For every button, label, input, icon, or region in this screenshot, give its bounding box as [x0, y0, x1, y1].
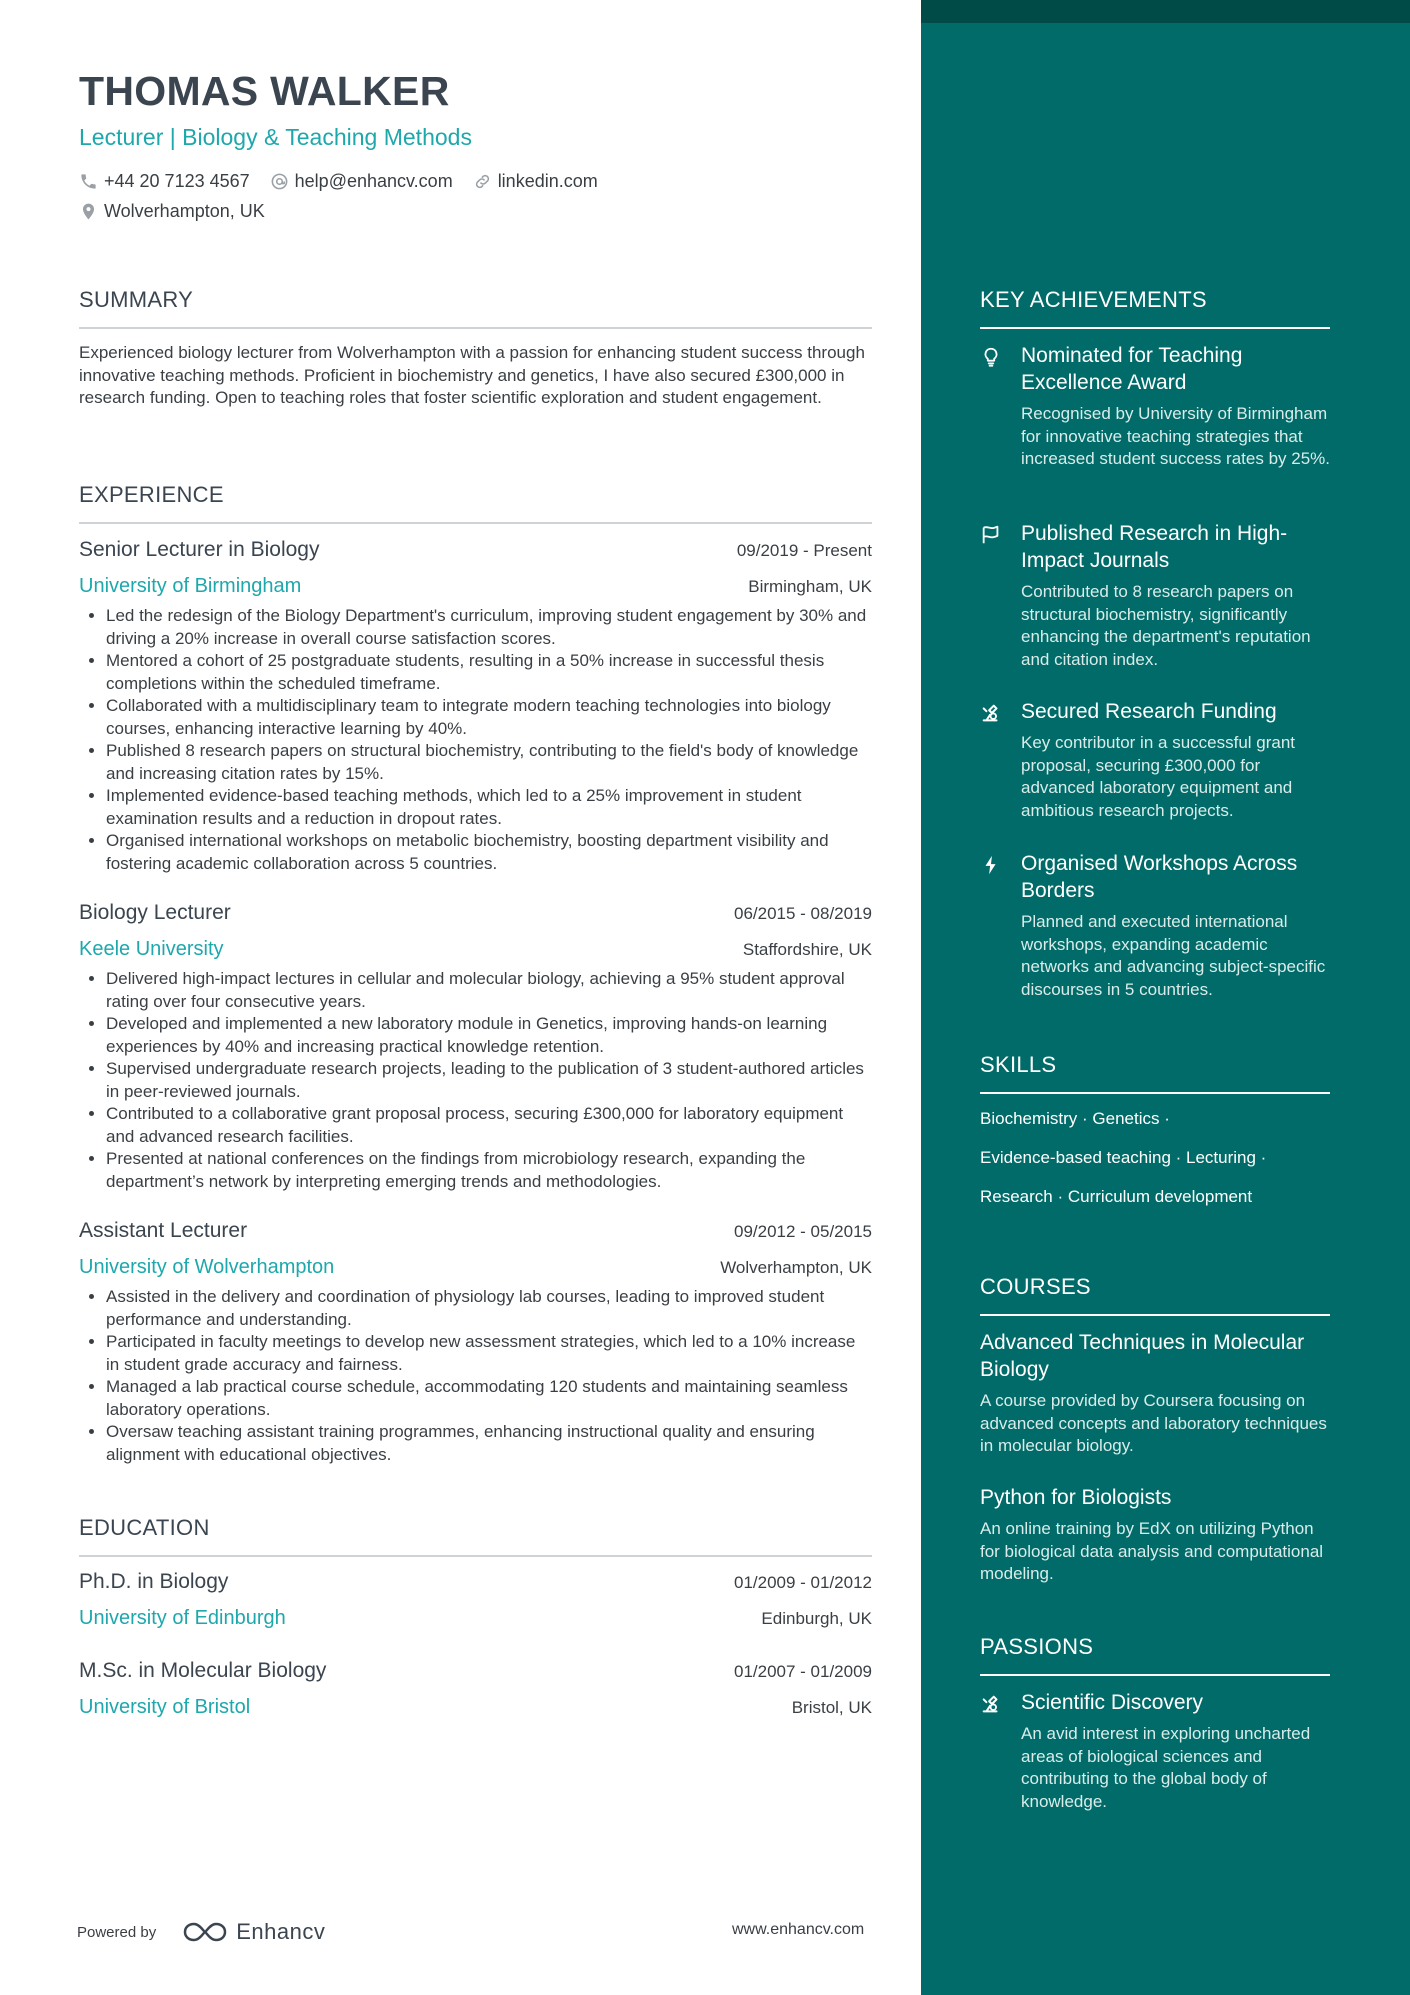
candidate-title: Lecturer | Biology & Teaching Methods	[79, 124, 472, 150]
skills-line: Research · Curriculum development	[980, 1187, 1253, 1206]
linkedin-text[interactable]: linkedin.com	[497, 171, 598, 191]
at-icon	[270, 172, 289, 191]
education-organization: University of Bristol	[79, 1696, 251, 1718]
job-location: Birmingham, UK	[748, 577, 872, 596]
powered-by-label: Powered by	[77, 1923, 157, 1941]
job-organization: University of Wolverhampton	[79, 1256, 335, 1278]
job-dates: 06/2015 - 08/2019	[733, 904, 872, 923]
location-contact	[79, 201, 265, 222]
job-bullet: • Participated in faculty meetings to develop new assessment strategies, which led to a 10% increase in student grade accuracy and fairness.	[106, 1331, 872, 1376]
skills-line: Biochemistry · Genetics ·	[980, 1109, 1170, 1128]
achievement-description: Contributed to 8 research papers on structural biochemistry, significantly enhancing the department's reputation and citation index.	[1021, 582, 1311, 669]
location-row	[79, 201, 285, 222]
phone-icon	[79, 172, 98, 191]
job-role: Assistant Lecturer	[79, 1219, 248, 1242]
summary-heading: SUMMARY	[79, 287, 872, 329]
achievement-title: Published Research in High-Impact Journals	[1021, 522, 1288, 572]
job-bullet: • Presented at national conferences on the findings from microbiology research, expanding the department’s network by interpreting emerging trends and methodologies.	[106, 1148, 872, 1193]
achievement-title: Organised Workshops Across Borders	[1021, 852, 1298, 902]
job-role: Biology Lecturer	[79, 901, 231, 924]
passion-description: An avid interest in exploring uncharted areas of biological sciences and contributing to the global body of knowledge.	[1021, 1724, 1311, 1811]
course-item	[980, 1484, 1330, 1586]
lightbulb-icon	[980, 346, 1002, 368]
degree: M.Sc. in Molecular Biology	[79, 1659, 327, 1682]
job-bullet: • Contributed to a collaborative grant proposal process, securing £300,000 for laboratory equipment and advanced research facilities.	[106, 1103, 872, 1148]
achievement-item	[980, 342, 1330, 471]
job-dates: 09/2012 - 05/2015	[733, 1222, 872, 1241]
degree: Ph.D. in Biology	[79, 1570, 229, 1593]
job-bullets	[79, 1286, 872, 1466]
education-dates: 01/2007 - 01/2009	[733, 1662, 872, 1681]
job-bullet: • Supervised undergraduate research projects, leading to the publication of 3 student-authored articles in peer-reviewed journals.	[106, 1058, 872, 1103]
brand-logo[interactable]	[182, 1919, 325, 1945]
job-bullets	[79, 968, 872, 1193]
location-text: Wolverhampton, UK	[104, 201, 265, 221]
passion-item	[980, 1689, 1330, 1813]
phone-contact	[79, 171, 250, 192]
job-dates: 09/2019 - Present	[736, 541, 872, 560]
job-bullet: • Managed a lab practical course schedule, accommodating 120 students and maintaining seamless laboratory operations.	[106, 1376, 872, 1421]
microscope-icon	[980, 1693, 1002, 1715]
lightning-icon	[980, 854, 1002, 876]
job-bullet: • Assisted in the delivery and coordination of physiology lab courses, leading to improved student performance and understanding.	[106, 1286, 872, 1331]
job-bullet: • Organised international workshops on metabolic biochemistry, boosting department visibility and fostering academic collaboration across 5 countries.	[106, 830, 872, 875]
linkedin-contact[interactable]	[473, 171, 598, 192]
course-title: Python for Biologists	[980, 1486, 1172, 1509]
skills-list	[980, 1108, 1330, 1225]
flag-icon	[980, 524, 1002, 546]
job-bullet: • Mentored a cohort of 25 postgraduate students, resulting in a 50% increase in successful thesis completions within the scheduled timeframe.	[106, 650, 872, 695]
job-organization: University of Birmingham	[79, 575, 302, 597]
education-entry	[79, 1659, 872, 1719]
courses-heading: COURSES	[980, 1274, 1330, 1316]
achievement-item	[980, 520, 1330, 671]
email-text[interactable]: help@enhancv.com	[294, 171, 453, 191]
job-role: Senior Lecturer in Biology	[79, 538, 320, 561]
achievement-description: Recognised by University of Birmingham for innovative teaching strategies that increased student success rates by 25%.	[1021, 404, 1330, 468]
infinity-logo-icon	[182, 1920, 228, 1944]
contact-row	[79, 171, 618, 192]
experience-heading: EXPERIENCE	[79, 482, 872, 524]
course-description: An online training by EdX on utilizing Python for biological data analysis and computational modeling.	[980, 1519, 1324, 1583]
achievement-description: Planned and executed international workshops, expanding academic networks and advancing subject-specific discourses in 5 countries.	[1021, 912, 1326, 999]
job-bullets	[79, 605, 872, 875]
candidate-name: THOMAS WALKER	[79, 68, 450, 114]
job-bullet: • Implemented evidence-based teaching methods, which led to a 25% improvement in student examination results and a reduction in dropout rates.	[106, 785, 872, 830]
course-description: A course provided by Coursera focusing on advanced concepts and laboratory techniques in molecular biology.	[980, 1391, 1327, 1455]
footer-url[interactable]: www.enhancv.com	[732, 1921, 865, 1938]
education-organization: University of Edinburgh	[79, 1607, 286, 1629]
job-location: Staffordshire, UK	[742, 940, 872, 959]
skills-line: Evidence-based teaching · Lecturing ·	[980, 1148, 1267, 1167]
achievements-heading: KEY ACHIEVEMENTS	[980, 287, 1330, 329]
education-location: Bristol, UK	[791, 1698, 872, 1717]
footer-branding	[77, 1919, 325, 1945]
job-bullet: • Oversaw teaching assistant training programmes, enhancing instructional quality and ensuring alignment with educational objectives.	[106, 1421, 872, 1466]
course-title: Advanced Techniques in Molecular Biology	[980, 1331, 1305, 1381]
education-location: Edinburgh, UK	[761, 1609, 872, 1628]
job-bullet: • Developed and implemented a new laboratory module in Genetics, improving hands-on learning experiences by 40% and increasing practical knowledge retention.	[106, 1013, 872, 1058]
job-bullet: • Collaborated with a multidisciplinary team to integrate modern teaching technologies into biology courses, enhancing interactive learning by 40%.	[106, 695, 872, 740]
job-organization: Keele University	[79, 938, 224, 960]
achievement-title: Nominated for Teaching Excellence Award	[1021, 344, 1243, 394]
email-contact[interactable]	[270, 171, 453, 192]
education-dates: 01/2009 - 01/2012	[733, 1573, 872, 1592]
job-bullet: • Led the redesign of the Biology Department's curriculum, improving student engagement by 30% and driving a 20% increase in overall course satisfaction scores.	[106, 605, 872, 650]
achievement-description: Key contributor in a successful grant proposal, securing £300,000 for advanced laboratory equipment and ambitious research projects.	[1021, 733, 1296, 820]
brand-name: Enhancv	[236, 1919, 326, 1944]
job-bullet: • Published 8 research papers on structural biochemistry, contributing to the field's body of knowledge and increasing citation rates by 15%.	[106, 740, 872, 785]
achievement-item	[980, 698, 1330, 822]
education-entry	[79, 1570, 872, 1630]
achievement-title: Secured Research Funding	[1021, 700, 1277, 723]
summary-text: Experienced biology lecturer from Wolverhampton with a passion for enhancing student success through innovative teaching methods. Proficient in biochemistry and genetics, I have also secured £300,000 in research funding. Open to teaching roles that foster scientific exploration and student engagement.	[79, 343, 865, 407]
microscope-icon	[980, 702, 1002, 724]
education-heading: EDUCATION	[79, 1515, 872, 1557]
job-entry	[79, 1219, 872, 1466]
sidebar	[921, 0, 1410, 1995]
achievement-item	[980, 850, 1330, 1001]
job-entry	[79, 901, 872, 1193]
sidebar-top-band	[921, 0, 1410, 23]
job-bullet: • Delivered high-impact lectures in cellular and molecular biology, achieving a 95% student approval rating over four consecutive years.	[106, 968, 872, 1013]
skills-heading: SKILLS	[980, 1052, 1330, 1094]
job-location: Wolverhampton, UK	[720, 1258, 872, 1277]
passion-title: Scientific Discovery	[1021, 1691, 1204, 1714]
phone-text: +44 20 7123 4567	[104, 171, 250, 191]
location-pin-icon	[79, 202, 98, 221]
job-entry	[79, 538, 872, 875]
link-icon	[473, 172, 492, 191]
passions-heading: PASSIONS	[980, 1634, 1330, 1676]
course-item	[980, 1329, 1330, 1458]
